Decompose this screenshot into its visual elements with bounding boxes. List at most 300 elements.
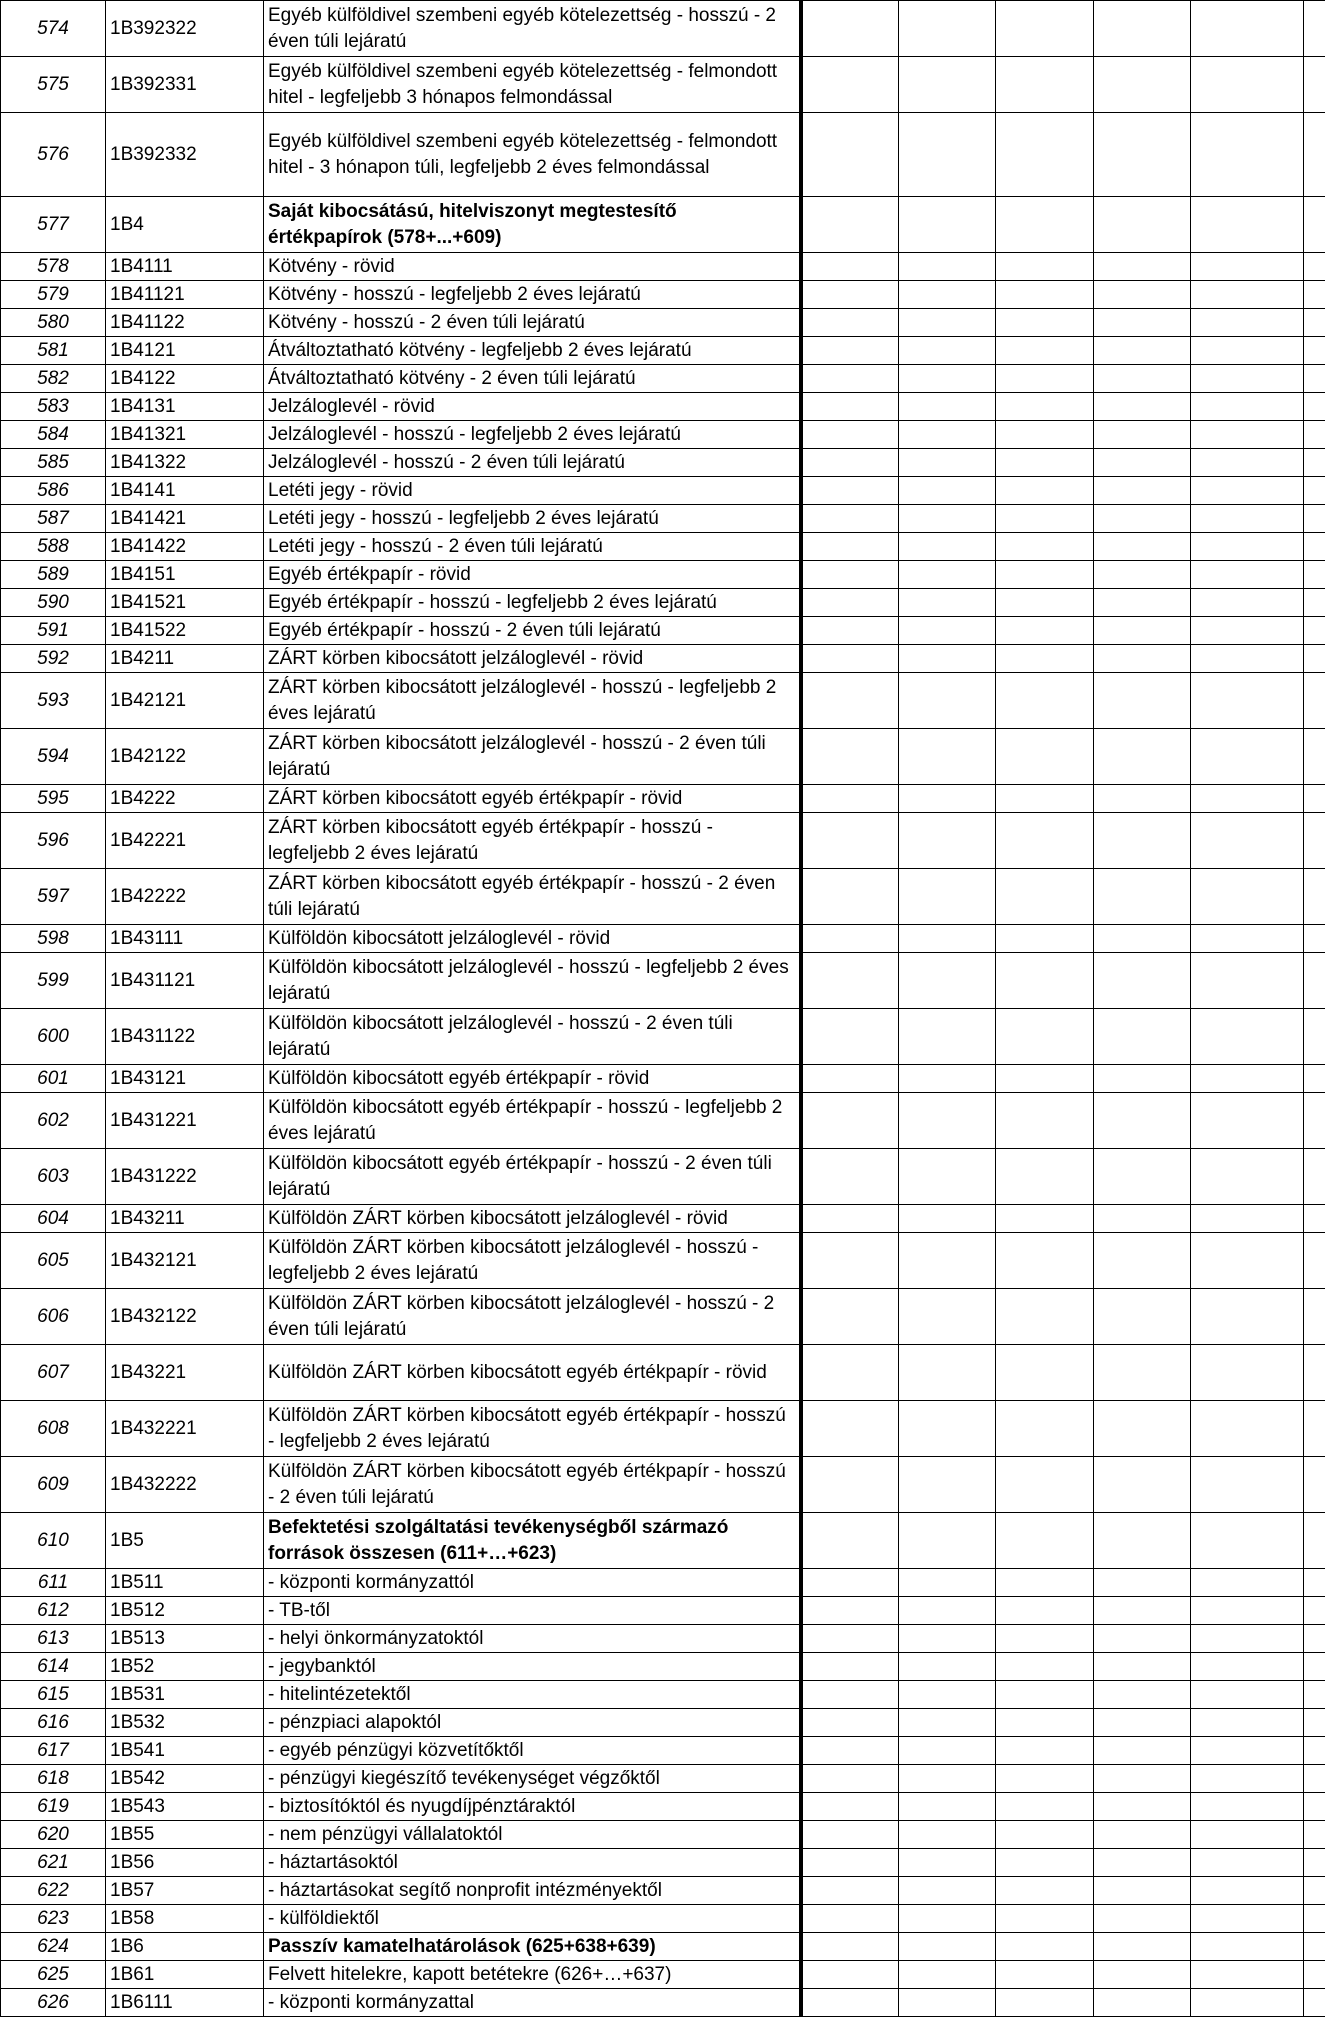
amount-cell-2[interactable] (899, 505, 996, 533)
amount-cell-6[interactable] (1304, 505, 1325, 533)
amount-cell-4[interactable] (1094, 393, 1191, 421)
amount-cell-5[interactable] (1191, 673, 1304, 729)
amount-cell-2[interactable] (899, 1653, 996, 1681)
amount-cell-2[interactable] (899, 1149, 996, 1205)
amount-cell-6[interactable] (1304, 645, 1325, 673)
amount-cell-3[interactable] (996, 1401, 1094, 1457)
amount-cell-2[interactable] (899, 365, 996, 393)
amount-cell-6[interactable] (1304, 869, 1325, 925)
amount-cell-3[interactable] (996, 729, 1094, 785)
amount-cell-6[interactable] (1304, 925, 1325, 953)
amount-cell-6[interactable] (1304, 365, 1325, 393)
amount-cell-3[interactable] (996, 1093, 1094, 1149)
amount-cell-1[interactable] (801, 1877, 899, 1905)
amount-cell-2[interactable] (899, 617, 996, 645)
amount-cell-4[interactable] (1094, 953, 1191, 1009)
amount-cell-2[interactable] (899, 1681, 996, 1709)
amount-cell-2[interactable] (899, 645, 996, 673)
amount-cell-4[interactable] (1094, 1681, 1191, 1709)
amount-cell-6[interactable] (1304, 393, 1325, 421)
amount-cell-4[interactable] (1094, 869, 1191, 925)
amount-cell-2[interactable] (899, 1821, 996, 1849)
amount-cell-1[interactable] (801, 281, 899, 309)
amount-cell-3[interactable] (996, 1793, 1094, 1821)
amount-cell-4[interactable] (1094, 1849, 1191, 1877)
amount-cell-6[interactable] (1304, 253, 1325, 281)
amount-cell-3[interactable] (996, 1149, 1094, 1205)
amount-cell-5[interactable] (1191, 1709, 1304, 1737)
amount-cell-4[interactable] (1094, 561, 1191, 589)
amount-cell-5[interactable] (1191, 337, 1304, 365)
amount-cell-3[interactable] (996, 1569, 1094, 1597)
amount-cell-6[interactable] (1304, 1877, 1325, 1905)
amount-cell-3[interactable] (996, 1065, 1094, 1093)
amount-cell-1[interactable] (801, 1989, 899, 2017)
amount-cell-5[interactable] (1191, 505, 1304, 533)
amount-cell-1[interactable] (801, 1569, 899, 1597)
amount-cell-1[interactable] (801, 925, 899, 953)
amount-cell-4[interactable] (1094, 1625, 1191, 1653)
amount-cell-1[interactable] (801, 1905, 899, 1933)
amount-cell-6[interactable] (1304, 1793, 1325, 1821)
amount-cell-2[interactable] (899, 1737, 996, 1765)
amount-cell-5[interactable] (1191, 197, 1304, 253)
amount-cell-6[interactable] (1304, 673, 1325, 729)
amount-cell-2[interactable] (899, 113, 996, 197)
amount-cell-2[interactable] (899, 729, 996, 785)
amount-cell-4[interactable] (1094, 673, 1191, 729)
amount-cell-4[interactable] (1094, 1933, 1191, 1961)
amount-cell-3[interactable] (996, 1009, 1094, 1065)
amount-cell-4[interactable] (1094, 1765, 1191, 1793)
amount-cell-4[interactable] (1094, 925, 1191, 953)
amount-cell-3[interactable] (996, 1653, 1094, 1681)
amount-cell-5[interactable] (1191, 1905, 1304, 1933)
amount-cell-4[interactable] (1094, 365, 1191, 393)
amount-cell-4[interactable] (1094, 1345, 1191, 1401)
amount-cell-1[interactable] (801, 869, 899, 925)
amount-cell-5[interactable] (1191, 1289, 1304, 1345)
amount-cell-6[interactable] (1304, 1905, 1325, 1933)
amount-cell-3[interactable] (996, 1289, 1094, 1345)
amount-cell-2[interactable] (899, 869, 996, 925)
amount-cell-5[interactable] (1191, 617, 1304, 645)
amount-cell-4[interactable] (1094, 1961, 1191, 1989)
amount-cell-3[interactable] (996, 477, 1094, 505)
amount-cell-4[interactable] (1094, 1737, 1191, 1765)
amount-cell-4[interactable] (1094, 589, 1191, 617)
amount-cell-1[interactable] (801, 1653, 899, 1681)
amount-cell-1[interactable] (801, 449, 899, 477)
amount-cell-5[interactable] (1191, 281, 1304, 309)
amount-cell-4[interactable] (1094, 1233, 1191, 1289)
amount-cell-3[interactable] (996, 1849, 1094, 1877)
amount-cell-4[interactable] (1094, 617, 1191, 645)
amount-cell-3[interactable] (996, 197, 1094, 253)
amount-cell-5[interactable] (1191, 1345, 1304, 1401)
amount-cell-4[interactable] (1094, 1793, 1191, 1821)
amount-cell-4[interactable] (1094, 421, 1191, 449)
amount-cell-4[interactable] (1094, 1513, 1191, 1569)
amount-cell-5[interactable] (1191, 1933, 1304, 1961)
amount-cell-1[interactable] (801, 253, 899, 281)
amount-cell-5[interactable] (1191, 953, 1304, 1009)
amount-cell-1[interactable] (801, 729, 899, 785)
amount-cell-3[interactable] (996, 421, 1094, 449)
amount-cell-1[interactable] (801, 337, 899, 365)
amount-cell-3[interactable] (996, 1737, 1094, 1765)
amount-cell-5[interactable] (1191, 869, 1304, 925)
amount-cell-5[interactable] (1191, 1205, 1304, 1233)
amount-cell-1[interactable] (801, 1149, 899, 1205)
amount-cell-1[interactable] (801, 365, 899, 393)
amount-cell-2[interactable] (899, 673, 996, 729)
amount-cell-3[interactable] (996, 589, 1094, 617)
amount-cell-3[interactable] (996, 113, 1094, 197)
amount-cell-2[interactable] (899, 1233, 996, 1289)
amount-cell-2[interactable] (899, 1289, 996, 1345)
amount-cell-1[interactable] (801, 1961, 899, 1989)
amount-cell-6[interactable] (1304, 729, 1325, 785)
amount-cell-5[interactable] (1191, 57, 1304, 113)
amount-cell-2[interactable] (899, 1933, 996, 1961)
amount-cell-4[interactable] (1094, 813, 1191, 869)
amount-cell-3[interactable] (996, 813, 1094, 869)
amount-cell-2[interactable] (899, 953, 996, 1009)
amount-cell-1[interactable] (801, 1205, 899, 1233)
amount-cell-6[interactable] (1304, 337, 1325, 365)
amount-cell-3[interactable] (996, 57, 1094, 113)
amount-cell-5[interactable] (1191, 1681, 1304, 1709)
amount-cell-4[interactable] (1094, 1289, 1191, 1345)
amount-cell-6[interactable] (1304, 589, 1325, 617)
amount-cell-5[interactable] (1191, 1149, 1304, 1205)
amount-cell-3[interactable] (996, 533, 1094, 561)
amount-cell-2[interactable] (899, 813, 996, 869)
amount-cell-6[interactable] (1304, 1709, 1325, 1737)
amount-cell-6[interactable] (1304, 281, 1325, 309)
amount-cell-3[interactable] (996, 393, 1094, 421)
amount-cell-6[interactable] (1304, 1821, 1325, 1849)
amount-cell-2[interactable] (899, 1961, 996, 1989)
amount-cell-2[interactable] (899, 1989, 996, 2017)
amount-cell-3[interactable] (996, 449, 1094, 477)
amount-cell-2[interactable] (899, 1849, 996, 1877)
amount-cell-4[interactable] (1094, 197, 1191, 253)
amount-cell-5[interactable] (1191, 1065, 1304, 1093)
amount-cell-2[interactable] (899, 1709, 996, 1737)
amount-cell-6[interactable] (1304, 1737, 1325, 1765)
amount-cell-2[interactable] (899, 1569, 996, 1597)
amount-cell-2[interactable] (899, 477, 996, 505)
amount-cell-2[interactable] (899, 1905, 996, 1933)
amount-cell-5[interactable] (1191, 309, 1304, 337)
amount-cell-2[interactable] (899, 1009, 996, 1065)
amount-cell-4[interactable] (1094, 1905, 1191, 1933)
amount-cell-1[interactable] (801, 589, 899, 617)
amount-cell-1[interactable] (801, 57, 899, 113)
amount-cell-3[interactable] (996, 1821, 1094, 1849)
amount-cell-1[interactable] (801, 617, 899, 645)
amount-cell-1[interactable] (801, 1737, 899, 1765)
amount-cell-1[interactable] (801, 561, 899, 589)
amount-cell-2[interactable] (899, 1513, 996, 1569)
amount-cell-6[interactable] (1304, 1933, 1325, 1961)
amount-cell-6[interactable] (1304, 1289, 1325, 1345)
amount-cell-6[interactable] (1304, 1065, 1325, 1093)
amount-cell-2[interactable] (899, 57, 996, 113)
amount-cell-2[interactable] (899, 421, 996, 449)
amount-cell-1[interactable] (801, 113, 899, 197)
amount-cell-6[interactable] (1304, 1765, 1325, 1793)
amount-cell-1[interactable] (801, 1009, 899, 1065)
amount-cell-3[interactable] (996, 1709, 1094, 1737)
amount-cell-1[interactable] (801, 197, 899, 253)
amount-cell-3[interactable] (996, 1681, 1094, 1709)
amount-cell-4[interactable] (1094, 1149, 1191, 1205)
amount-cell-6[interactable] (1304, 309, 1325, 337)
amount-cell-5[interactable] (1191, 421, 1304, 449)
amount-cell-1[interactable] (801, 1849, 899, 1877)
amount-cell-6[interactable] (1304, 953, 1325, 1009)
amount-cell-5[interactable] (1191, 1849, 1304, 1877)
amount-cell-5[interactable] (1191, 1821, 1304, 1849)
amount-cell-5[interactable] (1191, 1877, 1304, 1905)
amount-cell-5[interactable] (1191, 1009, 1304, 1065)
amount-cell-4[interactable] (1094, 113, 1191, 197)
amount-cell-3[interactable] (996, 365, 1094, 393)
amount-cell-6[interactable] (1304, 449, 1325, 477)
amount-cell-6[interactable] (1304, 57, 1325, 113)
amount-cell-3[interactable] (996, 1625, 1094, 1653)
amount-cell-2[interactable] (899, 1457, 996, 1513)
amount-cell-1[interactable] (801, 393, 899, 421)
amount-cell-6[interactable] (1304, 1569, 1325, 1597)
amount-cell-6[interactable] (1304, 1849, 1325, 1877)
amount-cell-3[interactable] (996, 253, 1094, 281)
amount-cell-6[interactable] (1304, 1597, 1325, 1625)
amount-cell-2[interactable] (899, 337, 996, 365)
amount-cell-2[interactable] (899, 309, 996, 337)
amount-cell-1[interactable] (801, 1401, 899, 1457)
amount-cell-1[interactable] (801, 1597, 899, 1625)
amount-cell-6[interactable] (1304, 533, 1325, 561)
amount-cell-6[interactable] (1304, 113, 1325, 197)
amount-cell-4[interactable] (1094, 477, 1191, 505)
amount-cell-5[interactable] (1191, 1961, 1304, 1989)
amount-cell-6[interactable] (1304, 1961, 1325, 1989)
amount-cell-6[interactable] (1304, 1093, 1325, 1149)
amount-cell-2[interactable] (899, 1065, 996, 1093)
amount-cell-5[interactable] (1191, 1737, 1304, 1765)
amount-cell-3[interactable] (996, 561, 1094, 589)
amount-cell-2[interactable] (899, 197, 996, 253)
amount-cell-2[interactable] (899, 1793, 996, 1821)
amount-cell-5[interactable] (1191, 113, 1304, 197)
amount-cell-1[interactable] (801, 1289, 899, 1345)
amount-cell-2[interactable] (899, 1765, 996, 1793)
amount-cell-4[interactable] (1094, 505, 1191, 533)
amount-cell-6[interactable] (1304, 1205, 1325, 1233)
amount-cell-2[interactable] (899, 393, 996, 421)
amount-cell-3[interactable] (996, 1989, 1094, 2017)
amount-cell-5[interactable] (1191, 1765, 1304, 1793)
amount-cell-5[interactable] (1191, 365, 1304, 393)
amount-cell-3[interactable] (996, 505, 1094, 533)
amount-cell-3[interactable] (996, 1765, 1094, 1793)
amount-cell-1[interactable] (801, 1765, 899, 1793)
amount-cell-3[interactable] (996, 785, 1094, 813)
amount-cell-6[interactable] (1304, 561, 1325, 589)
amount-cell-2[interactable] (899, 589, 996, 617)
amount-cell-6[interactable] (1304, 1149, 1325, 1205)
amount-cell-2[interactable] (899, 925, 996, 953)
amount-cell-5[interactable] (1191, 253, 1304, 281)
amount-cell-3[interactable] (996, 281, 1094, 309)
amount-cell-1[interactable] (801, 309, 899, 337)
amount-cell-2[interactable] (899, 561, 996, 589)
amount-cell-6[interactable] (1304, 1625, 1325, 1653)
amount-cell-5[interactable] (1191, 645, 1304, 673)
amount-cell-2[interactable] (899, 1625, 996, 1653)
amount-cell-4[interactable] (1094, 337, 1191, 365)
amount-cell-3[interactable] (996, 1, 1094, 57)
amount-cell-4[interactable] (1094, 1653, 1191, 1681)
amount-cell-5[interactable] (1191, 729, 1304, 785)
amount-cell-6[interactable] (1304, 421, 1325, 449)
amount-cell-6[interactable] (1304, 1345, 1325, 1401)
amount-cell-2[interactable] (899, 1345, 996, 1401)
amount-cell-2[interactable] (899, 1877, 996, 1905)
amount-cell-2[interactable] (899, 449, 996, 477)
amount-cell-5[interactable] (1191, 393, 1304, 421)
amount-cell-3[interactable] (996, 1345, 1094, 1401)
amount-cell-4[interactable] (1094, 1205, 1191, 1233)
amount-cell-1[interactable] (801, 1065, 899, 1093)
amount-cell-6[interactable] (1304, 1009, 1325, 1065)
amount-cell-1[interactable] (801, 477, 899, 505)
amount-cell-1[interactable] (801, 785, 899, 813)
amount-cell-1[interactable] (801, 673, 899, 729)
amount-cell-5[interactable] (1191, 477, 1304, 505)
amount-cell-1[interactable] (801, 1821, 899, 1849)
amount-cell-2[interactable] (899, 533, 996, 561)
amount-cell-5[interactable] (1191, 589, 1304, 617)
amount-cell-3[interactable] (996, 673, 1094, 729)
amount-cell-4[interactable] (1094, 785, 1191, 813)
amount-cell-5[interactable] (1191, 1989, 1304, 2017)
amount-cell-4[interactable] (1094, 645, 1191, 673)
amount-cell-2[interactable] (899, 1401, 996, 1457)
amount-cell-6[interactable] (1304, 477, 1325, 505)
amount-cell-6[interactable] (1304, 1, 1325, 57)
amount-cell-5[interactable] (1191, 785, 1304, 813)
amount-cell-3[interactable] (996, 1905, 1094, 1933)
amount-cell-2[interactable] (899, 281, 996, 309)
amount-cell-4[interactable] (1094, 281, 1191, 309)
amount-cell-2[interactable] (899, 1, 996, 57)
amount-cell-1[interactable] (801, 813, 899, 869)
amount-cell-1[interactable] (801, 645, 899, 673)
amount-cell-4[interactable] (1094, 533, 1191, 561)
amount-cell-4[interactable] (1094, 1, 1191, 57)
amount-cell-3[interactable] (996, 953, 1094, 1009)
amount-cell-2[interactable] (899, 1093, 996, 1149)
amount-cell-3[interactable] (996, 925, 1094, 953)
amount-cell-5[interactable] (1191, 1513, 1304, 1569)
amount-cell-1[interactable] (801, 1345, 899, 1401)
amount-cell-5[interactable] (1191, 1093, 1304, 1149)
amount-cell-2[interactable] (899, 785, 996, 813)
amount-cell-6[interactable] (1304, 1457, 1325, 1513)
amount-cell-4[interactable] (1094, 729, 1191, 785)
amount-cell-5[interactable] (1191, 925, 1304, 953)
amount-cell-1[interactable] (801, 1793, 899, 1821)
amount-cell-4[interactable] (1094, 253, 1191, 281)
amount-cell-4[interactable] (1094, 1569, 1191, 1597)
amount-cell-3[interactable] (996, 1205, 1094, 1233)
amount-cell-4[interactable] (1094, 1709, 1191, 1737)
amount-cell-5[interactable] (1191, 533, 1304, 561)
amount-cell-3[interactable] (996, 1233, 1094, 1289)
amount-cell-3[interactable] (996, 1961, 1094, 1989)
amount-cell-4[interactable] (1094, 1597, 1191, 1625)
amount-cell-4[interactable] (1094, 1009, 1191, 1065)
amount-cell-4[interactable] (1094, 1457, 1191, 1513)
amount-cell-5[interactable] (1191, 1625, 1304, 1653)
amount-cell-4[interactable] (1094, 1821, 1191, 1849)
amount-cell-5[interactable] (1191, 1233, 1304, 1289)
amount-cell-5[interactable] (1191, 1457, 1304, 1513)
amount-cell-3[interactable] (996, 1933, 1094, 1961)
amount-cell-6[interactable] (1304, 197, 1325, 253)
amount-cell-4[interactable] (1094, 1989, 1191, 2017)
amount-cell-4[interactable] (1094, 449, 1191, 477)
amount-cell-3[interactable] (996, 1457, 1094, 1513)
amount-cell-6[interactable] (1304, 1233, 1325, 1289)
amount-cell-1[interactable] (801, 1933, 899, 1961)
amount-cell-6[interactable] (1304, 1653, 1325, 1681)
amount-cell-1[interactable] (801, 1457, 899, 1513)
amount-cell-3[interactable] (996, 869, 1094, 925)
amount-cell-1[interactable] (801, 1625, 899, 1653)
amount-cell-4[interactable] (1094, 57, 1191, 113)
amount-cell-1[interactable] (801, 1, 899, 57)
amount-cell-6[interactable] (1304, 813, 1325, 869)
amount-cell-2[interactable] (899, 1205, 996, 1233)
amount-cell-3[interactable] (996, 337, 1094, 365)
amount-cell-1[interactable] (801, 1093, 899, 1149)
amount-cell-4[interactable] (1094, 1065, 1191, 1093)
amount-cell-3[interactable] (996, 1513, 1094, 1569)
amount-cell-6[interactable] (1304, 1681, 1325, 1709)
amount-cell-1[interactable] (801, 1233, 899, 1289)
amount-cell-2[interactable] (899, 1597, 996, 1625)
amount-cell-3[interactable] (996, 1597, 1094, 1625)
amount-cell-1[interactable] (801, 1709, 899, 1737)
amount-cell-5[interactable] (1191, 1793, 1304, 1821)
amount-cell-4[interactable] (1094, 1401, 1191, 1457)
amount-cell-5[interactable] (1191, 1569, 1304, 1597)
amount-cell-3[interactable] (996, 617, 1094, 645)
amount-cell-6[interactable] (1304, 1513, 1325, 1569)
amount-cell-5[interactable] (1191, 813, 1304, 869)
amount-cell-1[interactable] (801, 1513, 899, 1569)
amount-cell-4[interactable] (1094, 1877, 1191, 1905)
amount-cell-5[interactable] (1191, 1597, 1304, 1625)
amount-cell-3[interactable] (996, 309, 1094, 337)
amount-cell-5[interactable] (1191, 1401, 1304, 1457)
